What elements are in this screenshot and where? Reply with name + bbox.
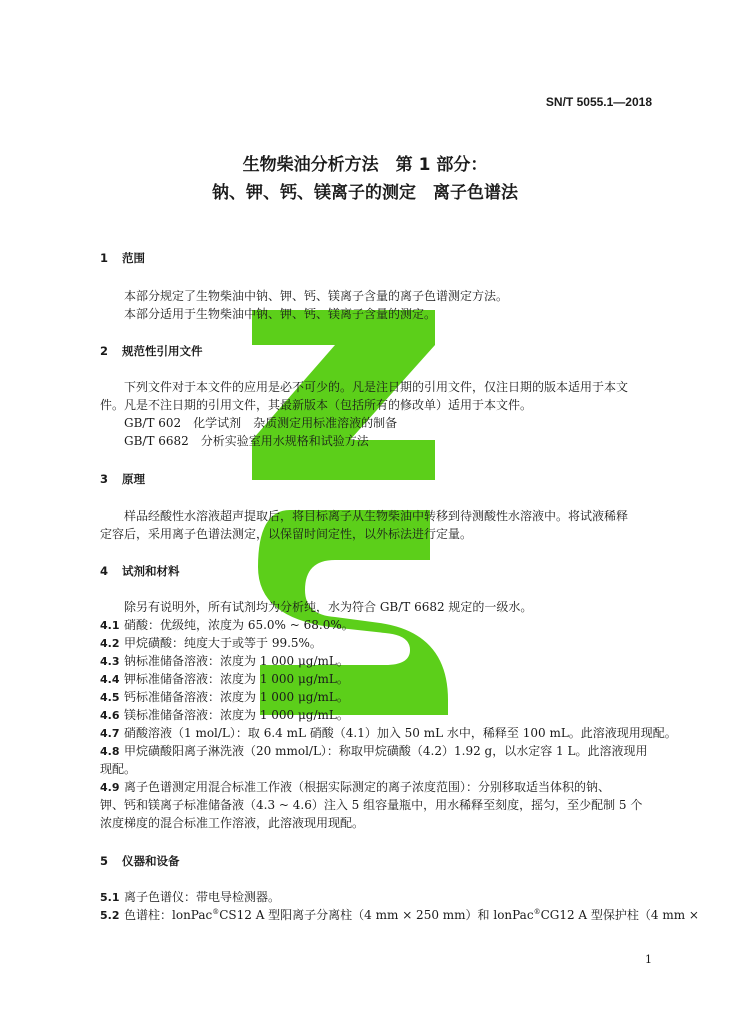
- reagents-intro: 除另有说明外，所有试剂均为分析纯，水为符合 GB/T 6682 规定的一级水。: [124, 600, 533, 614]
- item-4-4: 4.4 钾标准储备溶液：浓度为 1 000 μg/mL。: [100, 672, 349, 686]
- principle-line-2: 定容后，采用离子色谱法测定，以保留时间定性，以外标法进行定量。: [100, 527, 473, 541]
- scope-paragraph-1: 本部分规定了生物柴油中钠、钾、钙、镁离子含量的离子色谱测定方法。: [124, 289, 509, 303]
- page-number: 1: [645, 953, 652, 966]
- references-line-2: 件。凡是不注日期的引用文件，其最新版本（包括所有的修改单）适用于本文件。: [100, 398, 533, 412]
- item-4-6: 4.6 镁标准储备溶液：浓度为 1 000 μg/mL。: [100, 708, 349, 722]
- section-2-heading: 2 规范性引用文件: [100, 344, 203, 358]
- reference-gbt-6682: GB/T 6682 分析实验室用水规格和试验方法: [124, 434, 369, 448]
- item-4-9-line-2: 钾、钙和镁离子标准储备液（4.3 ~ 4.6）注入 5 组容量瓶中，用水稀释至刻度，摇匀，至少配制 5 个: [100, 798, 643, 812]
- item-4-5: 4.5 钙标准储备溶液：浓度为 1 000 μg/mL。: [100, 690, 349, 704]
- standard-code: SN/T 5055.1—2018: [545, 95, 652, 109]
- item-4-3: 4.3 钠标准储备溶液：浓度为 1 000 μg/mL。: [100, 654, 349, 668]
- references-line-1: 下列文件对于本文件的应用是必不可少的。凡是注日期的引用文件，仅注日期的版本适用于本文: [124, 380, 629, 394]
- item-4-7: 4.7 硝酸溶液（1 mol/L）：取 6.4 mL 硝酸（4.1）加入 50 mL 水中，稀释至 100 mL。此溶液现用现配。: [100, 726, 677, 740]
- reference-gbt-602: GB/T 602 化学试剂 杂质测定用标准溶液的制备: [124, 416, 398, 430]
- item-4-9-line-3: 浓度梯度的混合标准工作溶液，此溶液现用现配。: [100, 816, 365, 830]
- section-4-heading: 4 试剂和材料: [100, 564, 180, 578]
- section-5-heading: 5 仪器和设备: [100, 854, 180, 868]
- scope-paragraph-2: 本部分适用于生物柴油中钠、钾、钙、镁离子含量的测定。: [124, 307, 437, 321]
- item-4-2: 4.2 甲烷磺酸：纯度大于或等于 99.5%。: [100, 636, 322, 650]
- item-4-1: 4.1 硝酸：优级纯，浓度为 65.0% ~ 68.0%。: [100, 618, 354, 632]
- item-4-8: 4.8 甲烷磺酸阳离子淋洗液（20 mmol/L）：称取甲烷磺酸（4.2）1.92 g，以水定容 1 L。此溶液现用: [100, 744, 648, 758]
- item-5-1: 5.1 离子色谱仪：带电导检测器。: [100, 890, 281, 904]
- section-3-heading: 3 原理: [100, 472, 145, 486]
- document-title-line-1: 生物柴油分析方法 第 1 部分：: [242, 155, 488, 175]
- item-4-9: 4.9 离子色谱测定用混合标准工作液（根据实际测定的离子浓度范围）：分别移取适当体积的钠、: [100, 780, 611, 794]
- item-4-8-continued: 现配。: [100, 762, 137, 776]
- document-title-line-2: 钠、钾、钙、镁离子的测定 离子色谱法: [212, 183, 518, 203]
- item-5-2: 5.2 色谱柱：lonPac®CS12 A 型阳离子分离柱（4 mm × 250 mm）和 lonPac®CG12 A 型保护柱（4 mm ×: [100, 908, 699, 922]
- principle-line-1: 样品经酸性水溶液超声提取后，将目标离子从生物柴油中转移到待测酸性水溶液中。将试液稀释: [124, 509, 629, 523]
- section-1-heading: 1 范围: [100, 251, 145, 265]
